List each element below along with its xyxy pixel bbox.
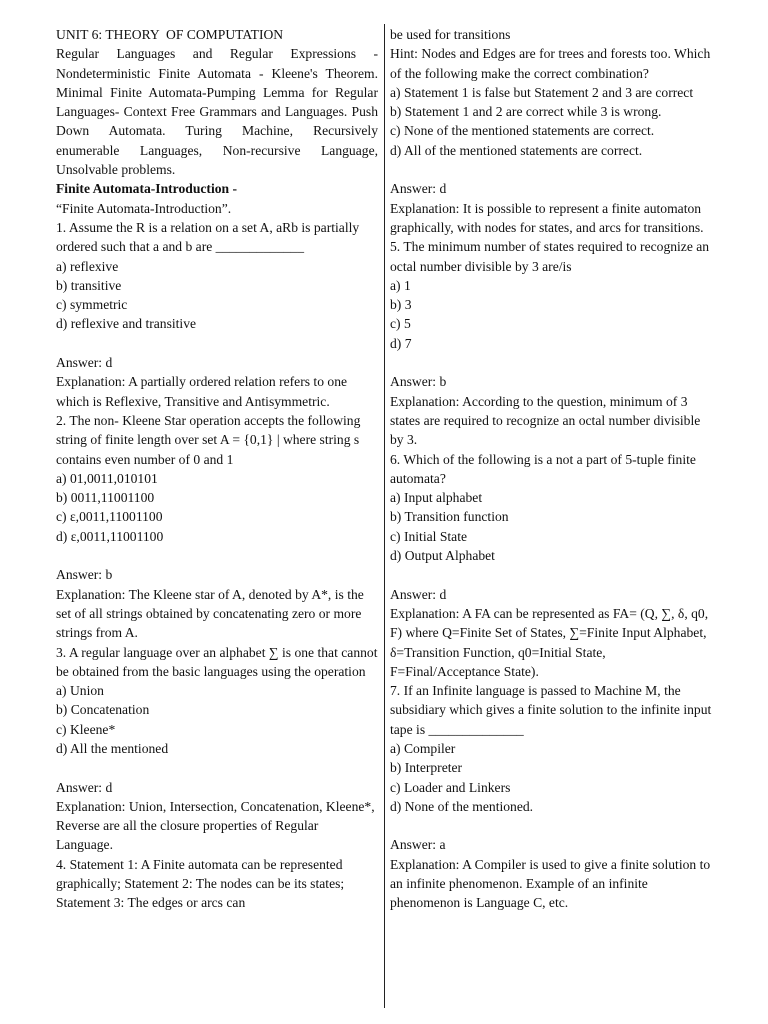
option: a) Input alphabet [390, 490, 483, 506]
answer: Answer: b [390, 374, 447, 390]
option: b) Interpreter [390, 760, 463, 776]
option: a) 1 [390, 277, 411, 293]
option: a) 01,0011,010101 [56, 470, 158, 486]
option: c) Initial State [390, 528, 468, 544]
explanation: Explanation: Union, Intersection, Concatenation, Kleene*, Reverse are all the closure properties of Regular Language. [56, 798, 375, 853]
option: a) Statement 1 is false but Statement 2 and 3 are correct [390, 84, 694, 100]
option: b) Concatenation [56, 702, 150, 718]
option: c) Kleene* [56, 721, 116, 737]
answer: Answer: a [390, 837, 446, 853]
option: b) Transition function [390, 509, 509, 525]
option: d) ε,0011,11001100 [56, 528, 164, 544]
option: c) ε,0011,11001100 [56, 509, 163, 525]
question-text: 5. The minimum number of states required to recognize an octal number divisible by 3 are/is [390, 239, 710, 274]
option: c) Loader and Linkers [390, 779, 511, 795]
section-subtitle: “Finite Automata-Introduction”. [56, 200, 232, 216]
explanation: Explanation: According to the question, minimum of 3 states are required to recognize an octal number divisible by 3. [390, 393, 701, 448]
explanation: Explanation: The Kleene star of A, denoted by A*, is the set of all strings obtained by concatenating zero or more strings from A. [56, 586, 364, 641]
answer: Answer: b [56, 567, 113, 583]
left-column [56, 25, 378, 913]
question-continuation: be used for transitions [390, 27, 511, 42]
question-1 [56, 218, 378, 411]
question-text: 2. The non- Kleene Star operation accepts the following string of finite length over set A = {0,1} | where string s contains even number of 0 and 1 [56, 412, 361, 467]
answer: Answer: d [56, 355, 113, 371]
option: d) None of the mentioned. [390, 798, 534, 814]
option: a) Union [56, 683, 104, 699]
answer: Answer: d [56, 779, 113, 795]
explanation: Explanation: It is possible to represent a finite automaton graphically, with nodes for states, and arcs for transitions. [390, 200, 704, 235]
question-7 [390, 681, 712, 913]
option: c) None of the mentioned statements are correct. [390, 123, 655, 139]
option: a) Compiler [390, 740, 456, 756]
option: c) symmetric [56, 297, 128, 313]
unit-intro: Regular Languages and Regular Expressions - Nondeterministic Finite Automata - Kleene's Theorem. Minimal Finite Automata-Pumping Lemma for Regular Languages- Context Free Grammars and Languages. Push Down Automata. Turing Machine, Recursively enumerable Languages, Non-recursive Language, Unsolvable problems. [56, 46, 378, 178]
option: d) Output Alphabet [390, 548, 495, 564]
question-text: 6. Which of the following is a not a part of 5-tuple finite automata? [390, 451, 696, 486]
option: d) All the mentioned [56, 740, 169, 756]
option: b) 0011,11001100 [56, 490, 155, 506]
unit-title: UNIT 6: THEORY OF COMPUTATION [56, 27, 284, 42]
answer: Answer: d [390, 586, 447, 602]
right-column [390, 25, 712, 913]
option: d) 7 [390, 335, 412, 351]
answer: Answer: d [390, 181, 447, 197]
option: b) 3 [390, 297, 412, 313]
question-text: 1. Assume the R is a relation on a set A, aRb is partially ordered such that a and b are _____________ [56, 219, 360, 255]
question-5 [390, 237, 712, 449]
question-2 [56, 411, 378, 643]
option: d) All of the mentioned statements are correct. [390, 142, 643, 158]
section-heading: Finite Automata-Introduction - [56, 181, 237, 197]
explanation: Explanation: A FA can be represented as FA= (Q, ∑, δ, q0, F) where Q=Finite Set of States, ∑=Finite Input Alphabet, δ=Transition Function, q0=Initial State, F=Final/Acceptance State). [390, 605, 709, 679]
option: d) reflexive and transitive [56, 316, 197, 332]
option: a) reflexive [56, 258, 119, 274]
question-6 [390, 450, 712, 682]
question-3 [56, 643, 378, 855]
option: b) Statement 1 and 2 are correct while 3 is wrong. [390, 104, 662, 120]
explanation: Explanation: A partially ordered relation refers to one which is Reflexive, Transitive and Antisymmetric. [56, 374, 348, 409]
option: c) 5 [390, 316, 411, 332]
question-4-start: 4. Statement 1: A Finite automata can be represented graphically; Statement 2: The nodes can be its states; Statement 3: The edges or arcs can [56, 856, 345, 911]
question-text: 3. A regular language over an alphabet ∑ is one that cannot be obtained from the basic languages using the operation [56, 644, 378, 679]
column-divider [384, 24, 385, 1008]
explanation: Explanation: A Compiler is used to give a finite solution to an infinite phenomenon. Example of an infinite phenomenon is Language C, etc. [390, 856, 711, 911]
question-hint: Hint: Nodes and Edges are for trees and forests too. Which of the following make the correct combination? [390, 46, 711, 81]
option: b) transitive [56, 277, 122, 293]
question-4 [390, 25, 712, 237]
question-text: 7. If an Infinite language is passed to Machine M, the subsidiary which gives a finite solution to the infinite input tape is ______________ [390, 683, 712, 737]
